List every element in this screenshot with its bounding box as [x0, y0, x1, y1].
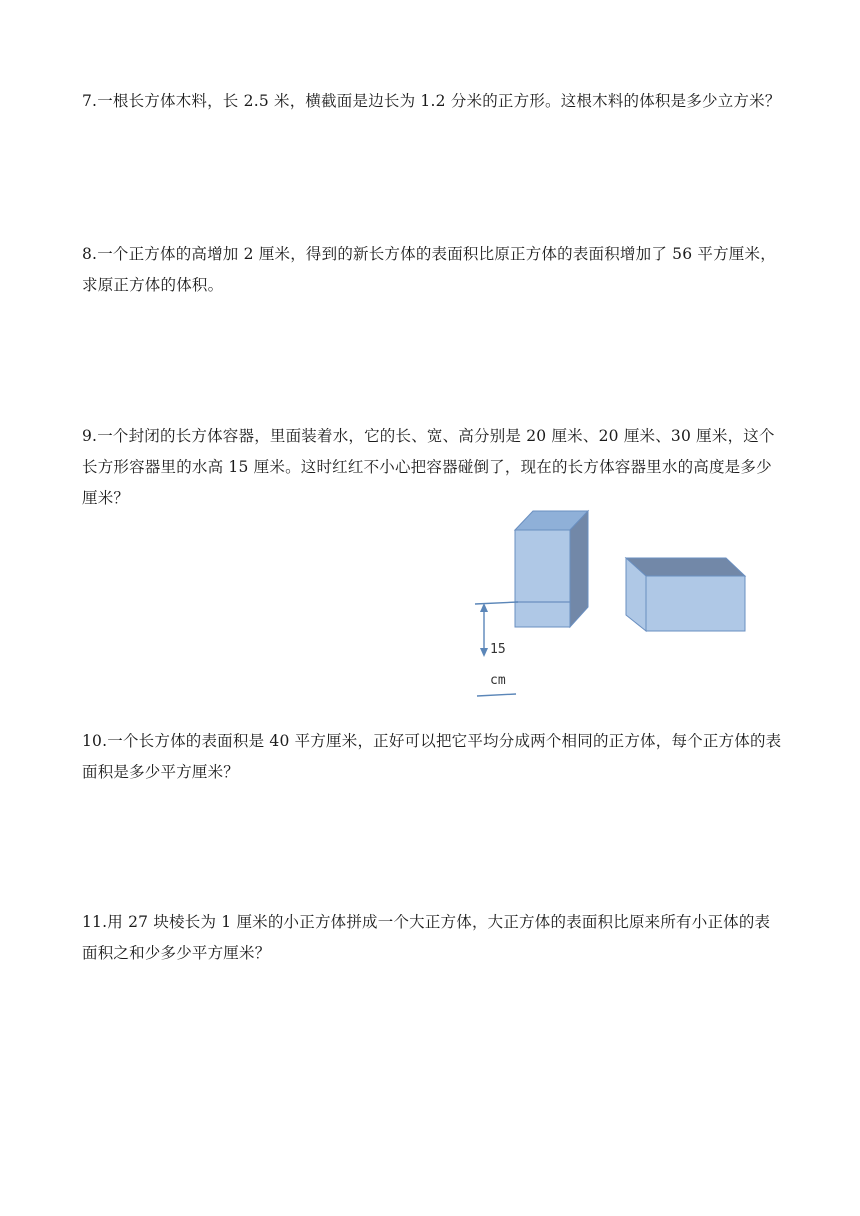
- fallen-container: [626, 558, 745, 631]
- fallen-front-face: [646, 576, 745, 631]
- question-number: 10.: [82, 732, 108, 750]
- upright-container: [515, 511, 588, 627]
- question-11: [82, 907, 782, 969]
- question-number: 9.: [82, 427, 98, 445]
- height-measurement: [475, 602, 518, 696]
- measure-value: 15: [490, 642, 506, 657]
- question-number: 11.: [82, 913, 108, 931]
- upright-side-face: [570, 511, 588, 627]
- question-9: [82, 421, 782, 514]
- question-number: 7.: [82, 92, 98, 110]
- fallen-top-face: [626, 558, 745, 576]
- container-figure: [470, 505, 760, 700]
- question-text: 一个封闭的长方体容器，里面装着水，它的长、宽、高分别是 20 厘米、20 厘米、30 厘米，这个长方形容器里的水高 15 厘米。这时红红不小心把容器碰倒了，现在的长方体容器里水的高度是多少厘米？: [82, 427, 775, 507]
- question-10: [82, 726, 782, 788]
- question-number: 8.: [82, 245, 98, 263]
- question-8: [82, 239, 782, 301]
- measure-bottom-line: [477, 694, 516, 696]
- question-7: [82, 86, 782, 117]
- question-text: 用 27 块棱长为 1 厘米的小正方体拼成一个大正方体，大正方体的表面积比原来所有小正体的表面积之和少多少平方厘米？: [82, 913, 771, 962]
- measure-top-line: [475, 602, 518, 604]
- question-text: 一根长方体木料，长 2.5 米，横截面是边长为 1.2 分米的正方形。这根木料的体积是多少立方米？: [97, 92, 781, 110]
- arrow-down-icon: [480, 648, 488, 657]
- question-text: 一个长方体的表面积是 40 平方厘米，正好可以把它平均分成两个相同的正方体，每个正方体的表面积是多少平方厘米？: [82, 732, 782, 781]
- question-text: 一个正方体的高增加 2 厘米，得到的新长方体的表面积比原正方体的表面积增加了 56 平方厘米，求原正方体的体积。: [82, 245, 776, 294]
- upright-front-face: [515, 530, 570, 627]
- measure-unit: cm: [490, 673, 506, 688]
